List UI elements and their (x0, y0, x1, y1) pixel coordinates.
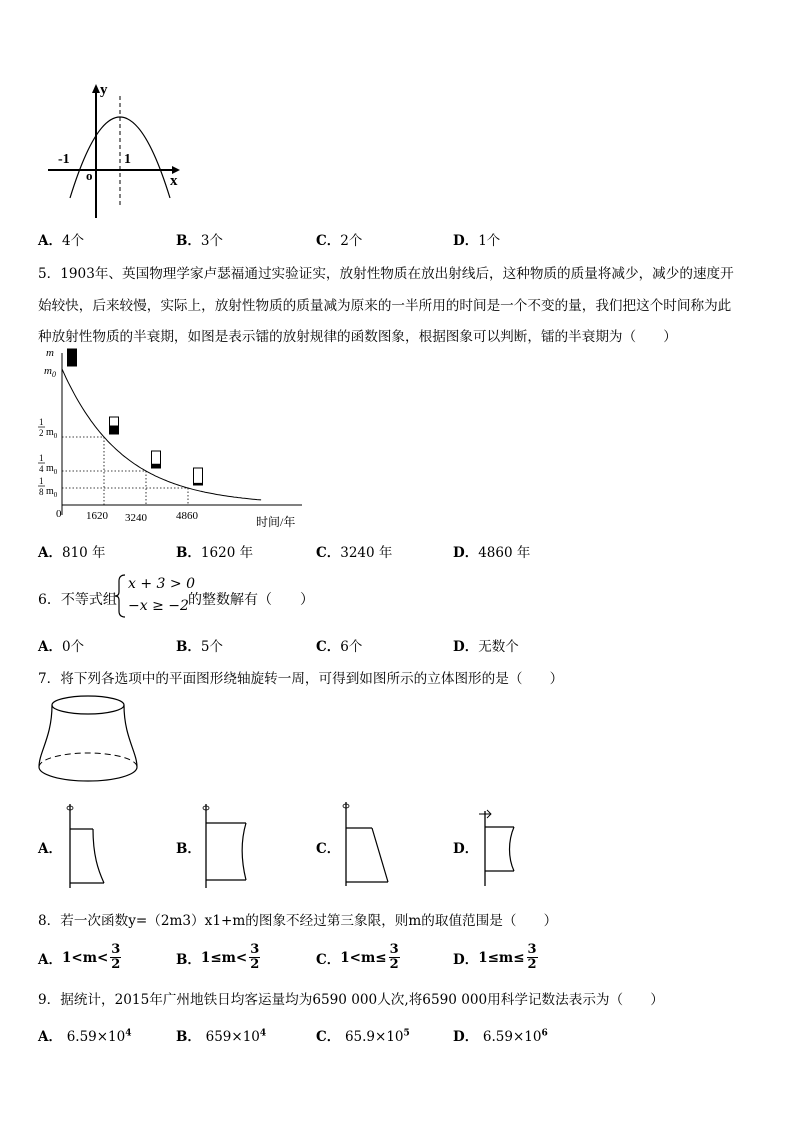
solid-figure (36, 692, 142, 792)
q7-option-a[interactable]: A． (38, 841, 62, 857)
q5-option-a[interactable]: A．810 年 (38, 545, 106, 561)
q8-option-a[interactable]: A． 1<m< $\frac{3}{2}$ (38, 942, 121, 972)
q6-suffix: 的整数解有（ ） (188, 592, 314, 608)
sample-fill-1 (110, 426, 119, 435)
q9-option-b[interactable]: B． $659\times 10^4$ (176, 1028, 267, 1045)
y-arrow (92, 84, 100, 93)
option-b-shape (196, 800, 256, 890)
graph-origin-label: o (86, 168, 93, 183)
svg-text:m0: $m_0$ (46, 463, 58, 476)
q9-option-d[interactable]: D． $6.59\times 10^6$ (453, 1028, 548, 1045)
chart-m-label: m (46, 347, 54, 359)
svg-text:1: 1 (39, 476, 44, 486)
chart-x-title: 时间/年 (256, 515, 296, 529)
sample-fill-0 (68, 349, 77, 366)
inequality-system (128, 573, 195, 617)
chart-x2-label: 3240 (125, 512, 147, 524)
q6-option-b[interactable]: B．5个 (176, 639, 224, 655)
q5-line-3: 种放射性物质的半衰期，如图是表示镭的放射规律的函数图象，根据图象可以判断，镭的半衰期为（ ） (38, 329, 677, 345)
inequality-1: x + 3 > 0 (128, 576, 195, 592)
chart-half-label (38, 417, 58, 440)
decay-chart (34, 343, 309, 533)
svg-text:m0: $m_0$ (46, 486, 58, 499)
q5-option-b[interactable]: B．1620 年 (176, 545, 254, 561)
q8-option-c[interactable]: C． 1<m≤ $\frac{3}{2}$ (316, 942, 399, 972)
sample-fill-3 (194, 483, 203, 485)
q7-option-b[interactable]: B． (176, 841, 201, 857)
svg-text:8: 8 (39, 487, 44, 497)
q8-option-d[interactable]: D． 1≤m≤ $\frac{3}{2}$ (453, 942, 537, 972)
graph-x-label: x (170, 173, 178, 189)
parabola-curve (70, 117, 170, 198)
q5-line-1: 5．1903年、英国物理学家卢瑟福通过实验证实，放射性物质在放出射线后，这种物质的质量将减少，减少的速度开 (38, 266, 734, 282)
q6-option-d[interactable]: D．无数个 (453, 639, 519, 655)
q4-option-a[interactable]: A．4个 (38, 233, 85, 249)
svg-text:1: 1 (39, 417, 44, 427)
q4-option-b[interactable]: B．3个 (176, 233, 224, 249)
q9-option-a[interactable]: A． $6.59\times 10^4$ (38, 1028, 132, 1045)
inequality-2: −x ≥ −2 (128, 598, 189, 614)
q9-option-c[interactable]: C． $65.9\times 10^5$ (316, 1028, 410, 1045)
svg-text:2: 2 (39, 428, 44, 438)
svg-text:1: 1 (39, 453, 44, 463)
svg-text:m0: $m_0$ (46, 427, 58, 440)
q7-option-d[interactable]: D． (453, 841, 479, 857)
chart-quarter-label (38, 453, 58, 476)
q8-text: 8．若一次函数y=（2m3）x1+m的图象不经过第三象限，则m的取值范围是（ ） (38, 913, 558, 929)
q7-text: 7．将下列各选项中的平面图形绕轴旋转一周，可得到如图所示的立体图形的是（ ） (38, 671, 564, 687)
chart-eighth-label (38, 476, 58, 499)
svg-text:4: 4 (39, 464, 44, 474)
chart-m0-label: $m_0$ (44, 365, 56, 379)
q8-option-b[interactable]: B． 1≤m< $\frac{3}{2}$ (176, 942, 260, 972)
q5-option-c[interactable]: C．3240 年 (316, 545, 393, 561)
q4-option-c[interactable]: C．2个 (316, 233, 363, 249)
q7-option-c[interactable]: C． (316, 841, 341, 857)
graph-y-label: y (100, 82, 108, 98)
chart-x0-label: 0 (56, 508, 62, 520)
chart-x3-label: 4860 (176, 510, 198, 522)
sample-box-3 (194, 468, 203, 485)
q5-line-2: 始较快，后来较慢，实际上，放射性物质的质量减为原来的一半所用的时间是一个不变的量，我们把这个时间称为此 (38, 298, 732, 314)
left-brace (114, 573, 128, 619)
q6-option-c[interactable]: C．6个 (316, 639, 363, 655)
q5-option-d[interactable]: D．4860 年 (453, 545, 531, 561)
q6-prefix: 6．不等式组 (38, 592, 117, 608)
option-a-shape (60, 800, 110, 890)
chart-x1-label: 1620 (86, 510, 108, 522)
graph-one-label: 1 (124, 152, 131, 167)
sample-fill-2 (152, 464, 161, 468)
q9-text: 9．据统计，2015年广州地铁日均客运量均为6590 000人次,将6590 000用科学记数法表示为（ ） (38, 992, 664, 1008)
q6-option-a[interactable]: A．0个 (38, 639, 85, 655)
parabola-graph (40, 78, 190, 223)
option-d-shape (476, 806, 526, 888)
graph-neg1-label: -1 (58, 152, 70, 167)
decay-curve (62, 369, 261, 500)
q4-option-d[interactable]: D．1个 (453, 233, 501, 249)
option-c-shape (336, 798, 396, 888)
